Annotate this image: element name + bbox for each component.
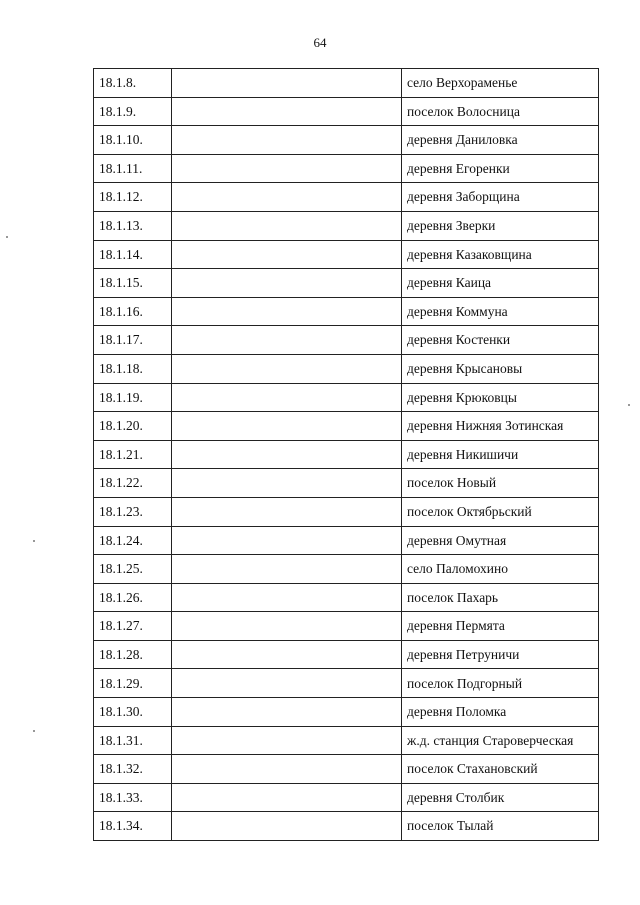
settlement-name-cell: деревня Заборщина	[402, 183, 599, 212]
row-empty-cell	[172, 669, 402, 698]
row-code-cell: 18.1.18.	[94, 354, 172, 383]
settlement-name-cell: деревня Костенки	[402, 326, 599, 355]
settlement-name-cell: деревня Каица	[402, 269, 599, 298]
table-row	[94, 126, 599, 155]
settlement-name-cell: деревня Нижняя Зотинская	[402, 412, 599, 441]
row-empty-cell	[172, 97, 402, 126]
scan-mark	[628, 404, 630, 406]
settlement-name-cell: ж.д. станция Староверческая	[402, 726, 599, 755]
settlement-name-cell: деревня Даниловка	[402, 126, 599, 155]
settlement-name-cell: поселок Пахарь	[402, 583, 599, 612]
table-row	[94, 783, 599, 812]
row-empty-cell	[172, 154, 402, 183]
row-code-cell: 18.1.25.	[94, 555, 172, 584]
row-empty-cell	[172, 412, 402, 441]
settlement-name-cell: деревня Крюковцы	[402, 383, 599, 412]
table-row	[94, 183, 599, 212]
table-row	[94, 640, 599, 669]
row-code-cell: 18.1.16.	[94, 297, 172, 326]
scan-mark	[33, 730, 35, 732]
settlement-name-cell: село Верхораменье	[402, 69, 599, 98]
row-empty-cell	[172, 469, 402, 498]
row-code-cell: 18.1.10.	[94, 126, 172, 155]
row-empty-cell	[172, 297, 402, 326]
row-empty-cell	[172, 755, 402, 784]
row-code-cell: 18.1.30.	[94, 698, 172, 727]
row-empty-cell	[172, 640, 402, 669]
row-empty-cell	[172, 526, 402, 555]
table-row	[94, 469, 599, 498]
scan-mark	[33, 540, 35, 542]
row-code-cell: 18.1.31.	[94, 726, 172, 755]
table-row	[94, 154, 599, 183]
table-row	[94, 211, 599, 240]
table-row	[94, 669, 599, 698]
settlement-name-cell: поселок Волосница	[402, 97, 599, 126]
settlements-table-body	[94, 69, 599, 841]
settlement-name-cell: деревня Пермята	[402, 612, 599, 641]
row-empty-cell	[172, 183, 402, 212]
settlement-name-cell: поселок Октябрьский	[402, 497, 599, 526]
row-empty-cell	[172, 211, 402, 240]
row-code-cell: 18.1.29.	[94, 669, 172, 698]
settlement-name-cell: деревня Омутная	[402, 526, 599, 555]
table-row	[94, 698, 599, 727]
table-row	[94, 412, 599, 441]
settlement-name-cell: деревня Крысановы	[402, 354, 599, 383]
table-row	[94, 383, 599, 412]
row-code-cell: 18.1.27.	[94, 612, 172, 641]
table-row	[94, 726, 599, 755]
table-row	[94, 440, 599, 469]
table-row	[94, 69, 599, 98]
row-empty-cell	[172, 497, 402, 526]
settlement-name-cell: поселок Тылай	[402, 812, 599, 841]
row-empty-cell	[172, 269, 402, 298]
row-empty-cell	[172, 583, 402, 612]
settlement-name-cell: деревня Казаковщина	[402, 240, 599, 269]
row-empty-cell	[172, 612, 402, 641]
row-code-cell: 18.1.20.	[94, 412, 172, 441]
row-code-cell: 18.1.11.	[94, 154, 172, 183]
row-code-cell: 18.1.8.	[94, 69, 172, 98]
row-code-cell: 18.1.21.	[94, 440, 172, 469]
table-row	[94, 269, 599, 298]
row-code-cell: 18.1.17.	[94, 326, 172, 355]
settlement-name-cell: деревня Петруничи	[402, 640, 599, 669]
row-code-cell: 18.1.34.	[94, 812, 172, 841]
settlement-name-cell: село Паломохино	[402, 555, 599, 584]
row-empty-cell	[172, 555, 402, 584]
table-row	[94, 526, 599, 555]
row-code-cell: 18.1.19.	[94, 383, 172, 412]
settlement-name-cell: деревня Зверки	[402, 211, 599, 240]
settlement-name-cell: деревня Егоренки	[402, 154, 599, 183]
table-row	[94, 354, 599, 383]
settlement-name-cell: деревня Поломка	[402, 698, 599, 727]
row-empty-cell	[172, 698, 402, 727]
table-row	[94, 612, 599, 641]
row-code-cell: 18.1.23.	[94, 497, 172, 526]
row-code-cell: 18.1.9.	[94, 97, 172, 126]
row-code-cell: 18.1.12.	[94, 183, 172, 212]
table-row	[94, 326, 599, 355]
row-code-cell: 18.1.26.	[94, 583, 172, 612]
settlement-name-cell: поселок Новый	[402, 469, 599, 498]
settlement-name-cell: деревня Столбик	[402, 783, 599, 812]
row-code-cell: 18.1.32.	[94, 755, 172, 784]
table-row	[94, 497, 599, 526]
row-empty-cell	[172, 69, 402, 98]
row-empty-cell	[172, 812, 402, 841]
settlement-name-cell: деревня Никишичи	[402, 440, 599, 469]
row-code-cell: 18.1.24.	[94, 526, 172, 555]
settlement-name-cell: поселок Подгорный	[402, 669, 599, 698]
table-row	[94, 583, 599, 612]
row-empty-cell	[172, 783, 402, 812]
row-empty-cell	[172, 383, 402, 412]
row-empty-cell	[172, 326, 402, 355]
row-empty-cell	[172, 440, 402, 469]
page-number: 64	[313, 35, 327, 50]
settlement-name-cell: поселок Стахановский	[402, 755, 599, 784]
table-row	[94, 812, 599, 841]
row-code-cell: 18.1.22.	[94, 469, 172, 498]
table-row	[94, 97, 599, 126]
row-empty-cell	[172, 354, 402, 383]
scan-mark	[6, 236, 8, 238]
row-code-cell: 18.1.33.	[94, 783, 172, 812]
row-empty-cell	[172, 240, 402, 269]
row-empty-cell	[172, 726, 402, 755]
row-code-cell: 18.1.13.	[94, 211, 172, 240]
table-row	[94, 240, 599, 269]
table-row	[94, 755, 599, 784]
row-code-cell: 18.1.15.	[94, 269, 172, 298]
row-code-cell: 18.1.14.	[94, 240, 172, 269]
row-empty-cell	[172, 126, 402, 155]
row-code-cell: 18.1.28.	[94, 640, 172, 669]
table-row	[94, 297, 599, 326]
settlement-name-cell: деревня Коммуна	[402, 297, 599, 326]
settlements-table	[93, 68, 599, 841]
table-row	[94, 555, 599, 584]
